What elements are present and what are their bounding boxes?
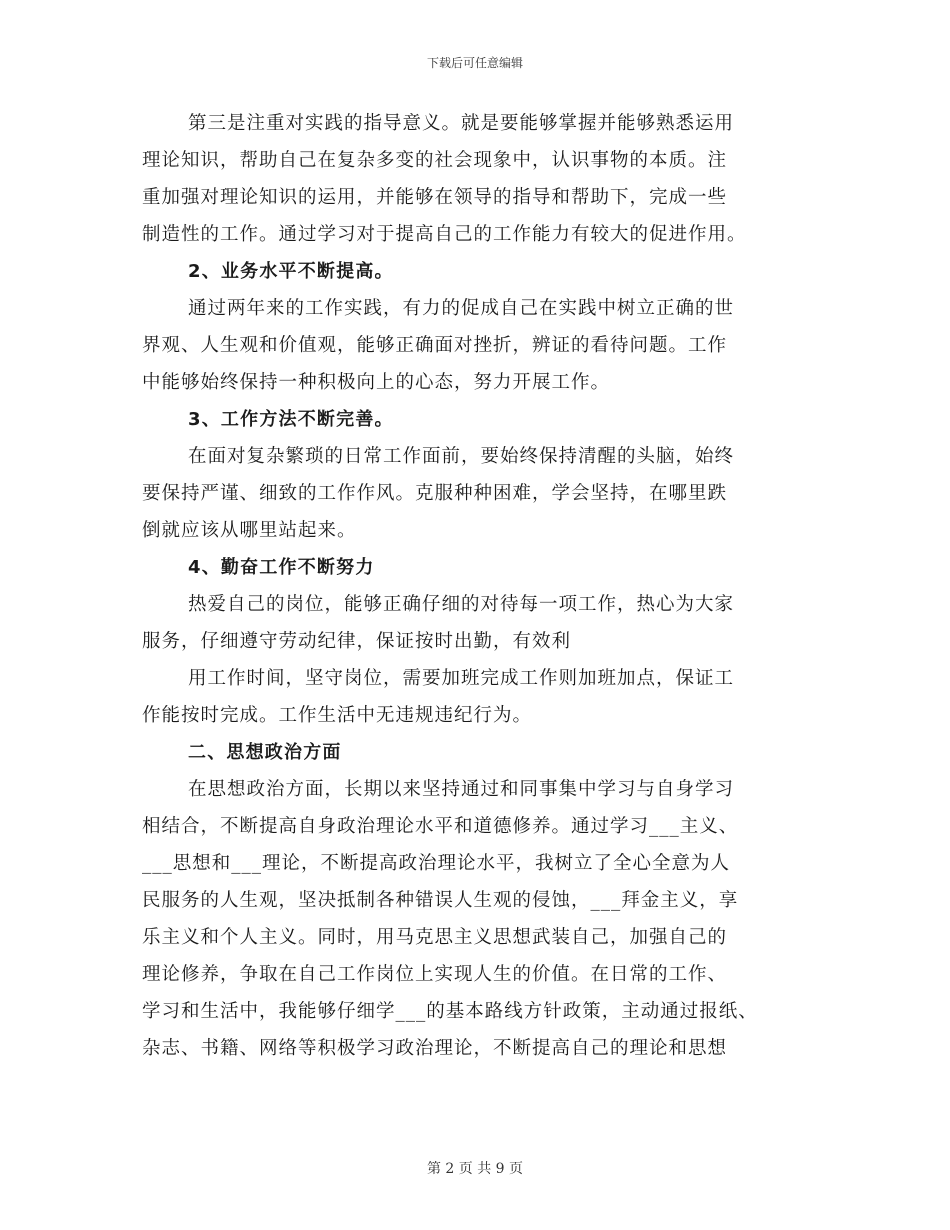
section-heading: 2、业务水平不断提高。 [188,261,394,282]
paragraph-line: 理论知识，帮助自己在复杂多变的社会现象中，认识事物的本质。注 [142,150,728,171]
paragraph-line: 服务，仔细遵守劳动纪律，保证按时出勤，有效利 [142,631,572,652]
paragraph-line: 杂志、书籍、网络等积极学习政治理论，不断提高自己的理论和思想 [142,1038,728,1059]
paragraph-line: 第三是注重对实践的指导意义。就是要能够掌握并能够熟悉运用 [188,113,735,134]
paragraph-line: ___思想和___理论，不断提高政治理论水平，我树立了全心全意为人 [142,853,731,874]
paragraph-line: 中能够始终保持一种积极向上的心态，努力开展工作。 [142,372,611,393]
section-heading: 二、思想政治方面 [188,742,342,763]
section-heading: 4、勤奋工作不断努力 [188,557,375,578]
header-note: 下载后可任意编辑 [426,56,523,70]
paragraph-line: 用工作时间，坚守岗位，需要加班完成工作则加班加点，保证工 [188,668,735,689]
paragraph-line: 界观、人生观和价值观，能够正确面对挫折，辨证的看待问题。工作 [142,335,728,356]
paragraph-line: 相结合，不断提高自身政治理论水平和道德修养。通过学习___主义、 [142,816,739,837]
paragraph-line: 热爱自己的岗位，能够正确仔细的对待每一项工作，热心为大家 [188,594,735,615]
section-heading: 3、工作方法不断完善。 [188,409,394,430]
paragraph-line: 重加强对理论知识的运用，并能够在领导的指导和帮助下，完成一些 [142,187,728,208]
paragraph-line: 学习和生活中，我能够仔细学___的基本路线方针政策，主动通过报纸、 [142,1001,758,1022]
paragraph-line: 民服务的人生观，坚决抵制各种错误人生观的侵蚀，___拜金主义，享 [142,890,739,911]
paragraph-line: 在面对复杂繁琐的日常工作面前，要始终保持清醒的头脑，始终 [188,446,735,467]
paragraph-line: 作能按时完成。工作生活中无违规违纪行为。 [142,705,533,726]
paragraph-line: 乐主义和个人主义。同时，用马克思主义思想武装自己，加强自己的 [142,927,728,948]
paragraph-line: 理论修养，争取在自己工作岗位上实现人生的价值。在日常的工作、 [142,964,728,985]
paragraph-line: 在思想政治方面，长期以来坚持通过和同事集中学习与自身学习 [188,779,735,800]
paragraph-line: 倒就应该从哪里站起来。 [142,520,357,541]
paragraph-line: 通过两年来的工作实践，有力的促成自己在实践中树立正确的世 [188,298,735,319]
page-number: 第 2 页 共 9 页 [426,1161,524,1177]
paragraph-line: 制造性的工作。通过学习对于提高自己的工作能力有较大的促进作用。 [142,224,747,245]
paragraph-line: 要保持严谨、细致的工作作风。克服种种困难，学会坚持，在哪里跌 [142,483,728,504]
document-body [142,105,802,1067]
